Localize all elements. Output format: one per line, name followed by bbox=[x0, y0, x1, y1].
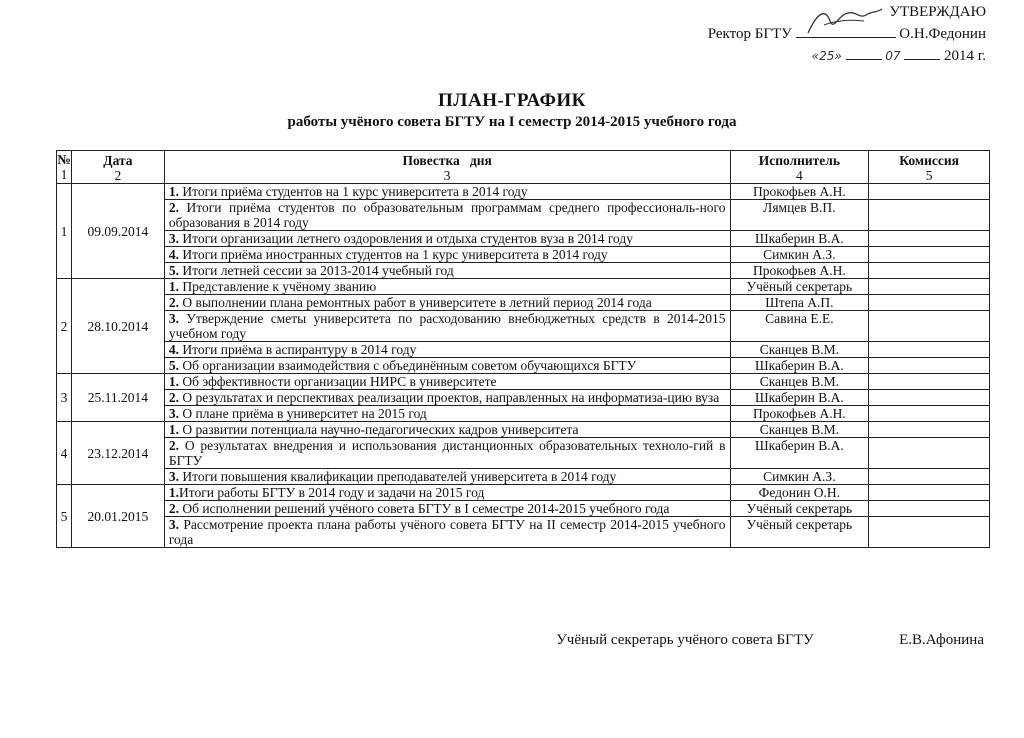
agenda-item-text: О результатах внедрения и использования дистанционных образовательных техноло-гий в БГТУ bbox=[168, 438, 726, 468]
agenda-item-text: Об эффективности организации НИРС в университете bbox=[178, 374, 497, 389]
agenda-item-text: Об организации взаимодействия с объединённым советом обучающихся БГТУ bbox=[178, 358, 637, 373]
header-no-num: 1 bbox=[60, 167, 68, 182]
agenda-item-number: 5. bbox=[168, 263, 179, 278]
agenda-item-text: Итоги работы БГТУ в 2014 году и задачи на 2015 год bbox=[178, 485, 485, 500]
agenda-item bbox=[164, 263, 730, 279]
agenda-item bbox=[164, 184, 730, 200]
table-row bbox=[57, 342, 990, 358]
header-agenda-label: Повестка дня bbox=[402, 153, 492, 168]
header-executor-num: 4 bbox=[795, 168, 803, 183]
header-executor-label: Исполнитель bbox=[758, 153, 841, 168]
commission-cell bbox=[869, 263, 990, 279]
meeting-number: 5 bbox=[57, 485, 72, 548]
plan-table-body bbox=[57, 184, 990, 548]
agenda-item-number: 3. bbox=[168, 469, 179, 484]
table-row bbox=[57, 390, 990, 406]
header-commission-label: Комиссия bbox=[899, 153, 959, 168]
agenda-item bbox=[164, 406, 730, 422]
header-date-label: Дата bbox=[103, 153, 133, 168]
commission-cell bbox=[869, 231, 990, 247]
commission-cell bbox=[869, 501, 990, 517]
agenda-item bbox=[164, 390, 730, 406]
commission-cell bbox=[869, 390, 990, 406]
table-row bbox=[57, 263, 990, 279]
agenda-item-number: 1. bbox=[168, 422, 179, 437]
agenda-item-number: 4. bbox=[168, 342, 179, 357]
meeting-date: 28.10.2014 bbox=[71, 279, 164, 374]
table-row bbox=[57, 485, 990, 501]
agenda-item-text: Итоги приёма студентов на 1 курс университета в 2014 году bbox=[178, 184, 528, 199]
table-row bbox=[57, 438, 990, 469]
footer-label: Учёный секретарь учёного совета БГТУ bbox=[556, 632, 814, 648]
agenda-item bbox=[164, 469, 730, 485]
rector-signature-icon bbox=[804, 5, 884, 39]
commission-cell bbox=[869, 374, 990, 390]
header-date bbox=[71, 151, 164, 184]
commission-cell bbox=[869, 279, 990, 295]
approval-month-line bbox=[904, 45, 940, 60]
commission-cell bbox=[869, 247, 990, 263]
executor-cell: Штепа А.П. bbox=[730, 295, 869, 311]
approve-label: УТВЕРЖДАЮ bbox=[889, 4, 986, 20]
header-agenda bbox=[164, 151, 730, 184]
agenda-item bbox=[164, 358, 730, 374]
header-no bbox=[57, 151, 72, 184]
meeting-date: 09.09.2014 bbox=[71, 184, 164, 279]
agenda-item-text: Итоги приёма иностранных студентов на 1 курс университета в 2014 году bbox=[178, 247, 608, 262]
executor-cell: Шкаберин В.А. bbox=[730, 390, 869, 406]
agenda-item-number: 2. bbox=[168, 200, 179, 215]
executor-cell: Шкаберин В.А. bbox=[730, 438, 869, 469]
table-row bbox=[57, 517, 990, 548]
footer-signature bbox=[556, 632, 984, 649]
executor-cell: Лямцев В.П. bbox=[730, 200, 869, 231]
executor-cell: Шкаберин В.А. bbox=[730, 231, 869, 247]
agenda-item-number: 2. bbox=[168, 438, 179, 453]
executor-cell: Сканцев В.М. bbox=[730, 342, 869, 358]
commission-cell bbox=[869, 358, 990, 374]
agenda-item bbox=[164, 231, 730, 247]
header-no-label: № bbox=[57, 152, 71, 167]
meeting-date: 20.01.2015 bbox=[71, 485, 164, 548]
agenda-item-text: Итоги повышения квалификации преподавателей университета в 2014 году bbox=[178, 469, 617, 484]
agenda-item-text: О плане приёма в университет на 2015 год bbox=[178, 406, 427, 421]
meeting-number: 2 bbox=[57, 279, 72, 374]
commission-cell bbox=[869, 406, 990, 422]
executor-cell: Савина Е.Е. bbox=[730, 311, 869, 342]
table-row bbox=[57, 374, 990, 390]
commission-cell bbox=[869, 485, 990, 501]
executor-cell: Учёный секретарь bbox=[730, 279, 869, 295]
rector-label: Ректор БГТУ bbox=[707, 26, 792, 42]
table-row bbox=[57, 358, 990, 374]
meeting-number: 4 bbox=[57, 422, 72, 485]
plan-table bbox=[56, 150, 990, 548]
meeting-date: 23.12.2014 bbox=[71, 422, 164, 485]
agenda-item-number: 1. bbox=[168, 279, 179, 294]
approval-month: 07 bbox=[885, 49, 901, 63]
document-title: ПЛАН-ГРАФИК bbox=[438, 90, 586, 111]
agenda-item bbox=[164, 374, 730, 390]
header-date-num: 2 bbox=[114, 168, 122, 183]
header-agenda-num: 3 bbox=[443, 168, 451, 183]
commission-cell bbox=[869, 469, 990, 485]
agenda-item bbox=[164, 247, 730, 263]
rector-line bbox=[708, 23, 986, 45]
commission-cell bbox=[869, 517, 990, 548]
agenda-item-text: Представление к учёному званию bbox=[178, 279, 377, 294]
table-row bbox=[57, 422, 990, 438]
agenda-item-number: 2. bbox=[168, 295, 179, 310]
agenda-item-text: Итоги приёма в аспирантуру в 2014 году bbox=[178, 342, 417, 357]
header-executor bbox=[730, 151, 869, 184]
approval-date bbox=[708, 45, 986, 67]
agenda-item-number: 3. bbox=[168, 406, 179, 421]
agenda-item bbox=[164, 342, 730, 358]
table-row bbox=[57, 279, 990, 295]
agenda-item-number: 1. bbox=[168, 374, 179, 389]
executor-cell: Федонин О.Н. bbox=[730, 485, 869, 501]
executor-cell: Прокофьев А.Н. bbox=[730, 263, 869, 279]
agenda-item-text: О выполнении плана ремонтных работ в университете в летний период 2014 года bbox=[178, 295, 652, 310]
approval-day-line bbox=[846, 45, 882, 60]
agenda-item-text: Итоги летней сессии за 2013-2014 учебный год bbox=[178, 263, 454, 278]
table-row bbox=[57, 200, 990, 231]
agenda-item bbox=[164, 311, 730, 342]
agenda-item-number: 4. bbox=[168, 247, 179, 262]
agenda-item-number: 1. bbox=[168, 184, 179, 199]
agenda-item-number: 2. bbox=[168, 501, 179, 516]
footer-name: Е.В.Афонина bbox=[899, 632, 984, 648]
agenda-item bbox=[164, 422, 730, 438]
table-row bbox=[57, 406, 990, 422]
meeting-number: 1 bbox=[57, 184, 72, 279]
table-row bbox=[57, 501, 990, 517]
executor-cell: Сканцев В.М. bbox=[730, 374, 869, 390]
executor-cell: Учёный секретарь bbox=[730, 501, 869, 517]
commission-cell bbox=[869, 184, 990, 200]
agenda-item-text: Утверждение сметы университета по расходованию внебюджетных средств в 2014-2015 учебном году bbox=[168, 311, 726, 341]
executor-cell: Симкин А.З. bbox=[730, 469, 869, 485]
executor-cell: Учёный секретарь bbox=[730, 517, 869, 548]
executor-cell: Прокофьев А.Н. bbox=[730, 184, 869, 200]
table-row bbox=[57, 231, 990, 247]
executor-cell: Шкаберин В.А. bbox=[730, 358, 869, 374]
agenda-item bbox=[164, 295, 730, 311]
agenda-item bbox=[164, 438, 730, 469]
agenda-item-number: 3. bbox=[168, 311, 179, 326]
document-subtitle: работы учёного совета БГТУ на I семестр 2014-2015 учебного года bbox=[287, 114, 737, 130]
executor-cell: Сканцев В.М. bbox=[730, 422, 869, 438]
agenda-item bbox=[164, 517, 730, 548]
agenda-item-number: 2. bbox=[168, 390, 179, 405]
agenda-item-text: Рассмотрение проекта плана работы учёного совета БГТУ на II семестр 2014-2015 учебного года bbox=[168, 517, 726, 547]
table-header-row bbox=[57, 151, 990, 184]
commission-cell bbox=[869, 295, 990, 311]
meeting-date: 25.11.2014 bbox=[71, 374, 164, 422]
header-commission bbox=[869, 151, 990, 184]
table-row bbox=[57, 311, 990, 342]
agenda-item-number: 3. bbox=[168, 517, 179, 532]
agenda-item bbox=[164, 485, 730, 501]
commission-cell bbox=[869, 311, 990, 342]
agenda-item-text: О развитии потенциала научно-педагогических кадров университета bbox=[178, 422, 579, 437]
agenda-item-text: Итоги приёма студентов по образовательным программам среднего профессиональ-ного образования в 2014 году bbox=[168, 200, 726, 230]
agenda-item bbox=[164, 279, 730, 295]
agenda-item bbox=[164, 501, 730, 517]
agenda-item-text: Итоги организации летнего оздоровления и отдыха студентов вуза в 2014 году bbox=[178, 231, 634, 246]
commission-cell bbox=[869, 438, 990, 469]
agenda-item-text: Об исполнении решений учёного совета БГТУ в I семестре 2014-2015 учебного года bbox=[178, 501, 670, 516]
commission-cell bbox=[869, 422, 990, 438]
rector-signature-line bbox=[796, 23, 896, 38]
rector-name: О.Н.Федонин bbox=[899, 26, 986, 42]
approval-block bbox=[708, 2, 986, 67]
meeting-number: 3 bbox=[57, 374, 72, 422]
agenda-item-number: 1. bbox=[168, 485, 179, 500]
header-commission-num: 5 bbox=[925, 168, 933, 183]
agenda-item-number: 5. bbox=[168, 358, 179, 373]
agenda-item-number: 3. bbox=[168, 231, 179, 246]
table-row bbox=[57, 247, 990, 263]
table-row bbox=[57, 469, 990, 485]
agenda-item-text: О результатах и перспективах реализации проектов, направленных на информатиза-цию вуза bbox=[178, 390, 720, 405]
approval-year: 2014 г. bbox=[944, 48, 986, 64]
executor-cell: Симкин А.З. bbox=[730, 247, 869, 263]
commission-cell bbox=[869, 342, 990, 358]
table-row bbox=[57, 184, 990, 200]
table-row bbox=[57, 295, 990, 311]
executor-cell: Прокофьев А.Н. bbox=[730, 406, 869, 422]
commission-cell bbox=[869, 200, 990, 231]
approval-day: «25» bbox=[811, 49, 842, 63]
agenda-item bbox=[164, 200, 730, 231]
